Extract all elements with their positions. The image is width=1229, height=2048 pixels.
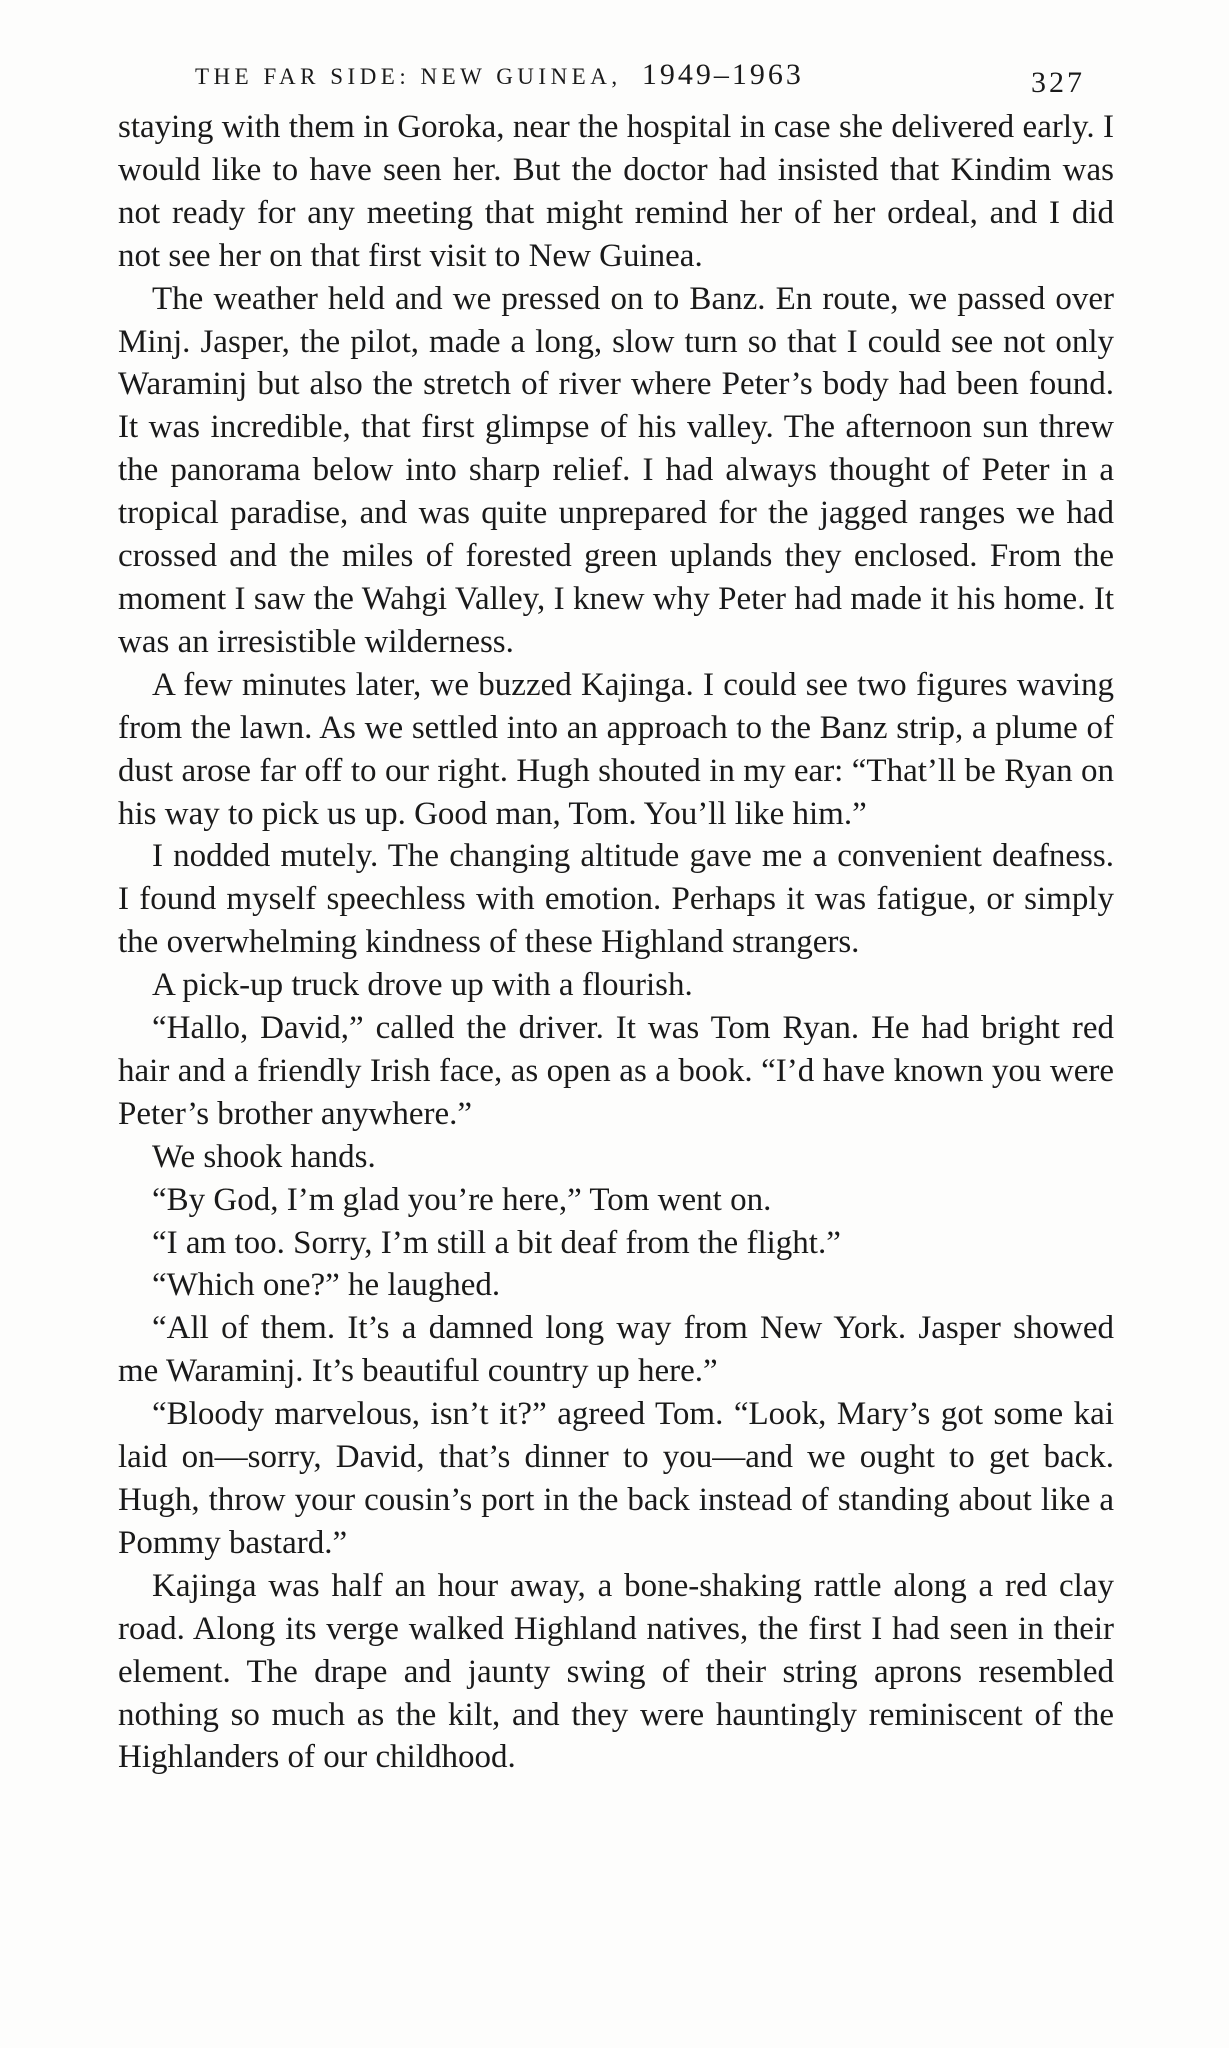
body-text [118, 106, 1114, 1779]
paragraph: Kajinga was half an hour away, a bone-shaking rattle along a red clay road. Along its verge walked Highland natives, the first I had seen in their element. The drape and jaunty swing of their string aprons resembled nothing so much as the kilt, and they were hauntingly reminiscent of the Highlanders of our childhood. [118, 1567, 1114, 1776]
paragraph: I nodded mutely. The changing altitude gave me a convenient deafness. I found myself speechless with emotion. Perhaps it was fatigue, or simply the overwhelming kindness of these Highland strangers. [118, 838, 1114, 961]
running-head-years: 1949–1963 [641, 58, 804, 91]
paragraph: “Hallo, David,” called the driver. It was Tom Ryan. He had bright red hair and a friendly Irish face, as open as a book. “I’d have known you were Peter’s brother anywhere.” [118, 1010, 1114, 1132]
paragraph: “Bloody marvelous, isn’t it?” agreed Tom. “Look, Mary’s got some kai laid on—sorry, David, that’s dinner to you—and we ought to get back. Hugh, throw your cousin’s port in the back instead of standing about like a Pommy bastard.” [118, 1396, 1114, 1561]
running-head [195, 58, 1085, 99]
running-head-title: THE FAR SIDE: NEW GUINEA, [195, 64, 622, 89]
paragraph: A few minutes later, we buzzed Kajinga. I could see two figures waving from the lawn. As we settled into an approach to the Banz strip, a plume of dust arose far off to our right. Hugh shouted in my ear: “That’ll be Ryan on his way to pick us up. Good man, Tom. You’ll like him.” [118, 666, 1114, 832]
paragraph: We shook hands. [152, 1138, 376, 1175]
paragraph: “Which one?” he laughed. [152, 1267, 501, 1304]
paragraph: A pick-up truck drove up with a flourish. [152, 967, 693, 1004]
paragraph: The weather held and we pressed on to Banz. En route, we passed over Minj. Jasper, the pilot, made a long, slow turn so that I could see not only Waraminj but also the stretch of river where Peter’s body had been found. It was incredible, that first glimpse of his valley. The afternoon sun threw the panorama below into sharp relief. I had always thought of Peter in a tropical paradise, and was quite unprepared for the jagged ranges we had crossed and the miles of forested green uplands they enclosed. From the moment I saw the Wahgi Valley, I knew why Peter had made it his home. It was an irresistible wilderness. [118, 280, 1114, 660]
paragraph: “I am too. Sorry, I’m still a bit deaf from the flight.” [152, 1224, 841, 1261]
paragraph: staying with them in Goroka, near the hospital in case she delivered early. I would like to have seen her. But the doctor had insisted that Kindim was not ready for any meeting that might remind her of her ordeal, and I did not see her on that first visit to New Guinea. [118, 109, 1114, 274]
page-number: 327 [1031, 66, 1085, 99]
paragraph: “All of them. It’s a damned long way from New York. Jasper showed me Waraminj. It’s beautiful country up here.” [118, 1310, 1114, 1390]
paragraph: “By God, I’m glad you’re here,” Tom went on. [152, 1181, 772, 1218]
